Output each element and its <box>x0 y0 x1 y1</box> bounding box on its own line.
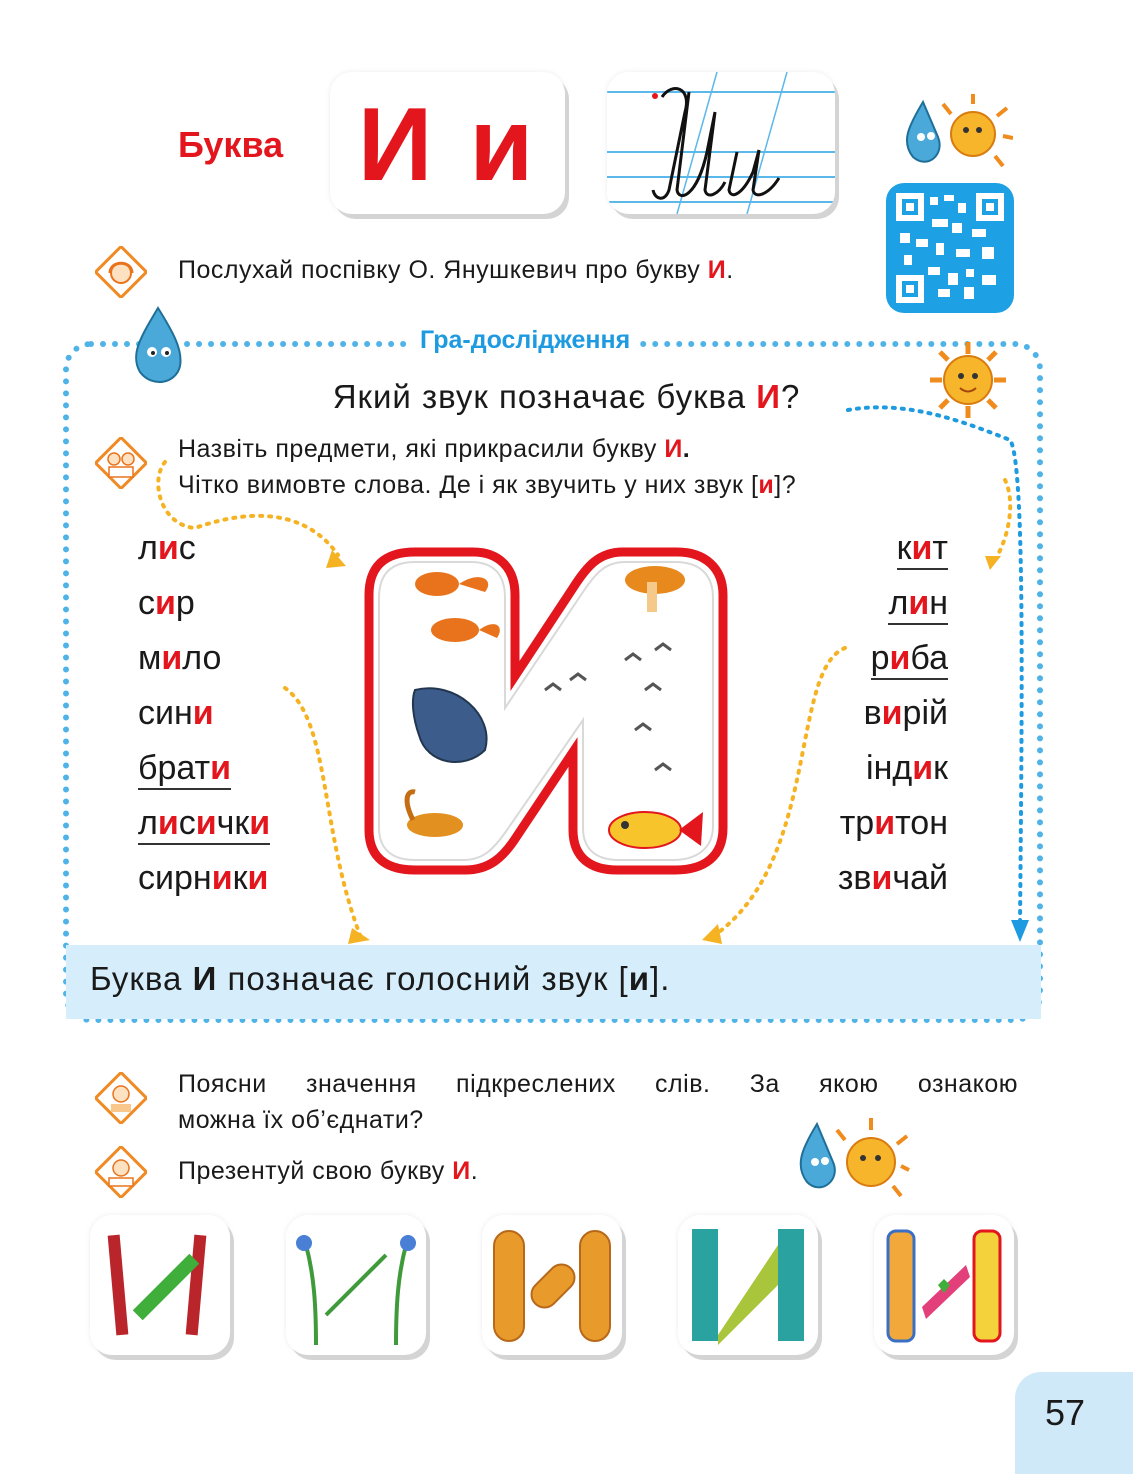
left-word-6-part-3: и <box>247 859 269 897</box>
right-word-0-part-0: к <box>896 529 912 567</box>
right-word-3 <box>864 693 948 733</box>
right-word-2-part-1: и <box>889 639 911 677</box>
left-word-0-part-2: с <box>178 529 196 567</box>
rule-sound: и <box>628 960 651 997</box>
present-task-letter: И <box>452 1157 471 1185</box>
left-word-4-part-1: и <box>210 749 232 787</box>
right-word-1-part-2: н <box>929 584 948 622</box>
flower-letter-icon <box>286 1215 426 1355</box>
brush-pencil-letter-icon <box>90 1215 230 1355</box>
right-word-5 <box>840 803 948 843</box>
instruction-line2-letter: и <box>758 471 775 499</box>
left-word-4 <box>138 748 231 790</box>
left-word-1 <box>138 583 195 623</box>
explain-line2: можна їх об’єднати? <box>178 1106 424 1134</box>
instruction-line2-label: Чітко вимовте слова. Де і як звучить у них звук [ <box>178 471 759 499</box>
page-number: 57 <box>1045 1392 1086 1433</box>
right-word-6-part-0: зв <box>837 859 872 897</box>
left-word-5-part-4: чк <box>216 804 250 842</box>
right-word-2 <box>871 638 948 680</box>
left-word-3-part-1: и <box>192 694 214 732</box>
present-task-label: Презентуй свою букву <box>178 1157 453 1185</box>
listen-task-label: Послухай поспівку О. Янушкевич про букву <box>178 256 708 284</box>
right-word-4-part-1: и <box>912 749 934 787</box>
rule-text <box>90 960 670 998</box>
right-word-4-part-2: к <box>933 749 948 787</box>
presenting-kid-icon <box>95 1146 147 1198</box>
left-word-5-part-1: и <box>157 804 179 842</box>
present-task-end: . <box>470 1157 479 1185</box>
left-word-1-part-2: р <box>175 584 195 622</box>
left-word-5 <box>138 803 270 845</box>
rule-end: ]. <box>650 960 671 997</box>
question-label: Який звук позначає буква <box>332 378 757 415</box>
left-word-6-part-2: к <box>232 859 248 897</box>
left-word-0-part-0: л <box>138 529 158 567</box>
question-letter: И <box>756 378 781 415</box>
right-word-5-part-1: и <box>874 804 896 842</box>
left-word-6-part-0: сирн <box>138 859 212 897</box>
right-word-3-part-2: рій <box>902 694 948 732</box>
listen-task-end: . <box>726 256 734 284</box>
left-word-2 <box>138 638 221 678</box>
right-word-6-part-1: и <box>871 859 893 897</box>
rule-label2: позначає голосний звук [ <box>217 960 629 997</box>
right-word-2-part-2: ба <box>910 639 948 677</box>
left-word-2-part-2: ло <box>182 639 222 677</box>
instruction-line1-end: . <box>682 435 691 463</box>
instruction-line2-end: ]? <box>774 471 797 499</box>
left-word-1-part-1: и <box>155 584 176 622</box>
bread-letter-icon <box>482 1215 622 1355</box>
candy-letter-icon <box>874 1215 1014 1355</box>
tile-candy <box>874 1215 1014 1355</box>
left-word-3 <box>138 693 214 733</box>
present-task <box>178 1153 478 1189</box>
tile-scarf <box>678 1215 818 1355</box>
left-word-2-part-0: м <box>138 639 162 677</box>
left-word-5-part-5: и <box>249 804 271 842</box>
tile-brushes-pencil <box>90 1215 230 1355</box>
right-word-5-part-0: тр <box>839 804 875 842</box>
explain-line1: Поясни значення підкреслених слів. За якою ознакою <box>178 1070 1018 1098</box>
listen-task-letter: И <box>707 256 727 284</box>
left-word-5-part-0: л <box>138 804 158 842</box>
right-word-4-part-0: інд <box>866 749 913 787</box>
rule-letter: И <box>192 960 218 997</box>
left-word-2-part-1: и <box>161 639 183 677</box>
right-word-6 <box>838 858 948 898</box>
instruction-line1-label: Назвіть предмети, які прикрасили букву <box>178 435 665 463</box>
thinking-kid-icon <box>95 1072 147 1124</box>
right-word-1 <box>888 583 948 625</box>
instruction-line1-letter: И <box>664 435 683 463</box>
rule-label1: Буква <box>90 960 193 997</box>
right-word-0-part-2: т <box>932 529 948 567</box>
left-word-6-part-1: и <box>211 859 233 897</box>
left-word-6 <box>138 858 268 898</box>
left-word-5-part-3: и <box>195 804 217 842</box>
tile-flowers <box>286 1215 426 1355</box>
right-word-2-part-0: р <box>870 639 890 677</box>
right-word-0-part-1: и <box>911 529 933 567</box>
left-word-3-part-0: син <box>138 694 193 732</box>
printed-letters: И и <box>357 87 538 203</box>
left-word-5-part-2: с <box>178 804 196 842</box>
left-word-1-part-0: с <box>138 584 155 622</box>
left-word-0 <box>138 528 196 568</box>
right-word-1-part-0: л <box>888 584 909 622</box>
right-word-5-part-2: тон <box>895 804 948 842</box>
game-title: Гра-дослідження <box>410 326 640 355</box>
title-word: Буква <box>178 124 284 165</box>
right-word-1-part-1: и <box>908 584 930 622</box>
right-word-4 <box>866 748 948 788</box>
question-end: ? <box>780 378 801 415</box>
left-word-0-part-1: и <box>157 529 179 567</box>
scarf-letter-icon <box>678 1215 818 1355</box>
right-word-0 <box>897 528 948 570</box>
right-word-6-part-2: чай <box>892 859 948 897</box>
raindrop-sun-characters-icon <box>785 1110 910 1205</box>
left-word-4-part-0: брат <box>138 749 211 787</box>
decorated-letter-illustration <box>355 540 745 880</box>
right-word-3-part-1: и <box>881 694 903 732</box>
right-word-3-part-0: в <box>863 694 882 732</box>
tile-bread <box>482 1215 622 1355</box>
